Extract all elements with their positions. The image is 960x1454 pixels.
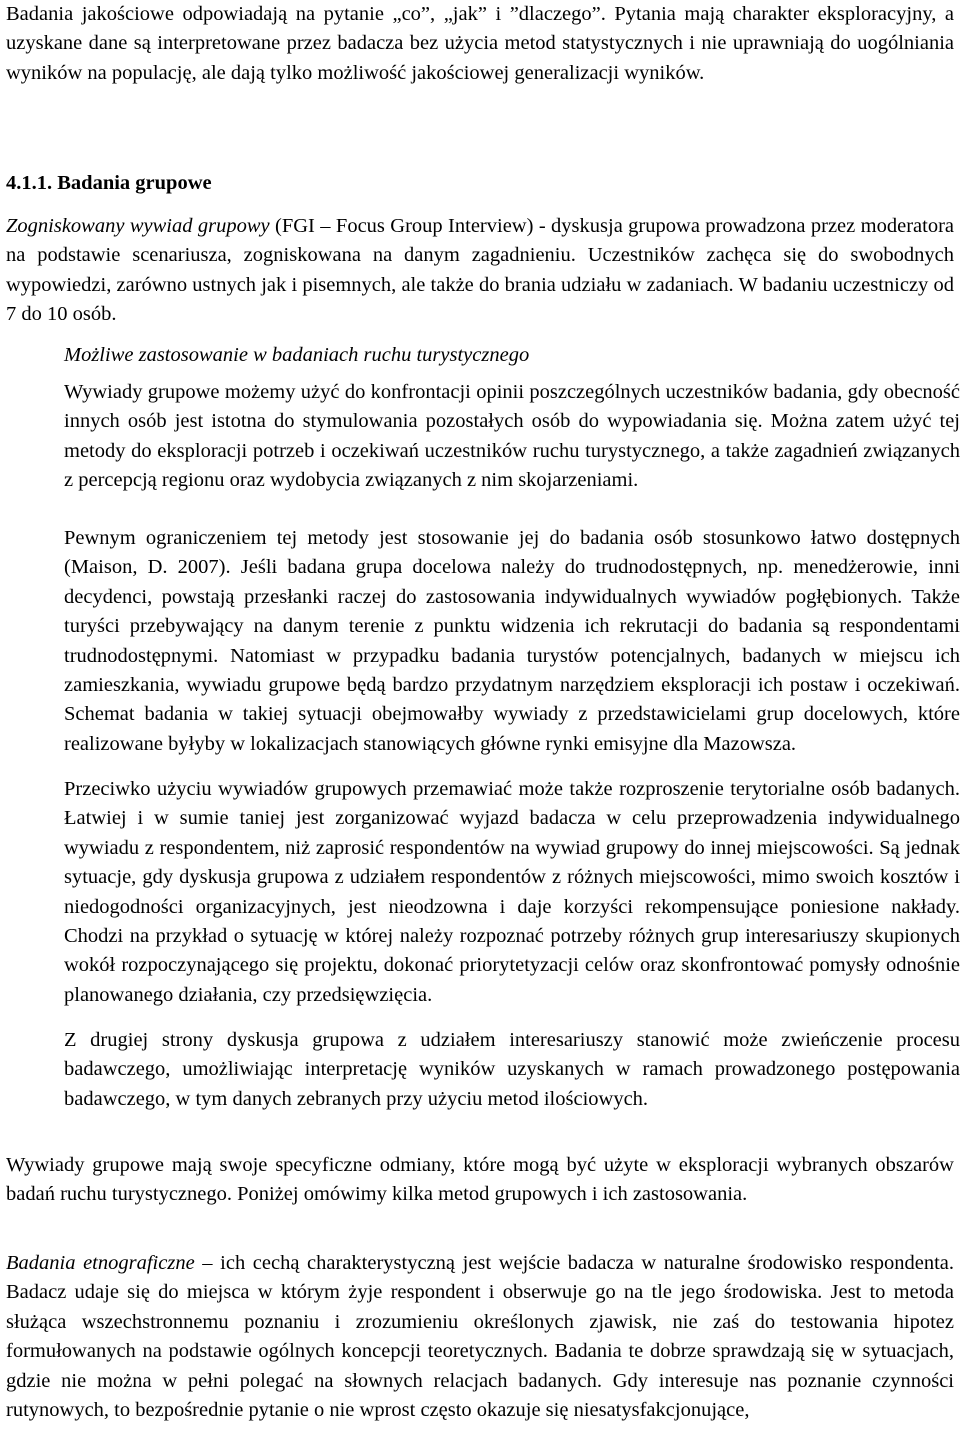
definition-paragraph	[0, 212, 954, 330]
body-paragraph: Wywiady grupowe możemy użyć do konfrontacji opinii poszczególnych uczestników badania, gdy obecność innych osób jest istotna do stymulowania pozostałych osób do wypowiadania się. Można zatem użyć tej metody do eksploracji potrzeb i oczekiwań uczestników ruchu turystycznego, a także zagadnień związanych z percepcją regionu oraz wydobycia związanych z nim skojarzeniami.	[64, 381, 960, 492]
definition-term: Zogniskowany wywiad grupowy	[6, 215, 270, 237]
definition-text: (FGI – Focus Group Interview) - dyskusja grupowa prowadzona przez moderatora na podstawie scenariusza, zogniskowana na danym zagadnieniu. Uczestników zachęca się do swobodnych wypowiedzi, zarówno ustnych jak i pisemnych, ale także do brania udziału w zadaniach. W badaniu uczestniczy od 7 do 10 osób.	[6, 215, 954, 326]
intro-paragraph: Badania jakościowe odpowiadają na pytanie „co”, „jak” i ”dlaczego”. Pytania mają charakter eksploracyjny, a uzyskane dane są interpretowane przez badacza bez użycia metod statystycznych i nie uprawniają do uogólniania wyników na populację, ale dają tylko możliwość jakościowej generalizacji wyników.	[6, 3, 954, 84]
ethno-paragraph	[0, 1249, 954, 1425]
ethno-text: – ich cechą charakterystyczną jest wejście badacza w naturalne środowisko respondenta. Badacz udaje się do miejsca w którym żyje respondent i obserwuje go na tle jego środowiska. Jest to metoda służąca wszechstronnemu poznaniu i zrozumieniu określonych zjawisk, nie zaś do testowania hipotez formułowanych na podstawie ogólnych koncepcji teoretycznych. Badania te dobrze sprawdzają się w sytuacjach, gdzie nie można w pełni polegać na słownych relacjach badanych. Gdy interesuje nas poznanie czynności rutynowych, to bezpośrednie pytanie o nie wprost często okazuje się niesatysfakcjonujące,	[6, 1252, 954, 1422]
ethno-term: Badania etnograficzne	[6, 1252, 195, 1274]
body-paragraph: Z drugiej strony dyskusja grupowa z udziałem interesariuszy stanowić może zwieńczenie procesu badawczego, umożliwiając interpretację wyników uzyskanych w ramach prowadzonego postępowania badawczego, w tym danych zebranych przy użyciu metod ilościowych.	[64, 1029, 960, 1110]
body-paragraph: Przeciwko użyciu wywiadów grupowych przemawiać może także rozproszenie terytorialne osób badanych. Łatwiej i w sumie taniej jest zorganizować wyjazd badacza w celu przeprowadzenia indywidualnego wywiadu z respondentem, niż zaprosić respondentów na wywiad grupowy do innej miejscowości. Są jednak sytuacje, gdy dyskusja grupowa z udziałem respondentów z różnych miejscowości, mimo swoich kosztów i niedogodności organizacyjnych, jest nieodzowna i daje korzyści rekompensujące poniesione nakłady. Chodzi na przykład o sytuację w której należy rozpoznać potrzeby różnych grup interesariuszy skupionych wokół rozpoczynającego się projektu, dokonać priorytetyzacji celów oraz skonfrontować pomysły odnośnie planowanego działania, czy przedsięwzięcia.	[64, 778, 960, 1006]
section-heading: 4.1.1. Badania grupowe	[6, 172, 212, 194]
outro-paragraph: Wywiady grupowe mają swoje specyficzne odmiany, które mogą być użyte w eksploracji wybranych obszarów badań ruchu turystycznego. Poniżej omówimy kilka metod grupowych i ich zastosowania.	[6, 1154, 954, 1206]
subheading: Możliwe zastosowanie w badaniach ruchu turystycznego	[64, 344, 530, 366]
body-paragraph: Pewnym ograniczeniem tej metody jest stosowanie jej do badania osób stosunkowo łatwo dostępnych (Maison, D. 2007). Jeśli badana grupa docelowa należy do trudnodostępnych, np. menedżerowie, inni decydenci, powstają przesłanki raczej do zastosowania indywidualnych wywiadów pogłębionych. Także turyści przebywający na danym terenie z punktu widzenia ich rekrutacji do badania są respondentami trudnodostępnymi. Natomiast w przypadku badania turystów potencjalnych, badanych w miejscu ich zamieszkania, wywiadu grupowe będą bardzo przydatnym narzędziem eksploracji ich postaw i oczekiwań. Schemat badania w takiej sytuacji obejmowałby wywiady z przedstawicielami grup docelowych, które realizowane byłyby w lokalizacjach stanowiących główne rynki emisyjne dla Mazowsza.	[64, 527, 960, 755]
